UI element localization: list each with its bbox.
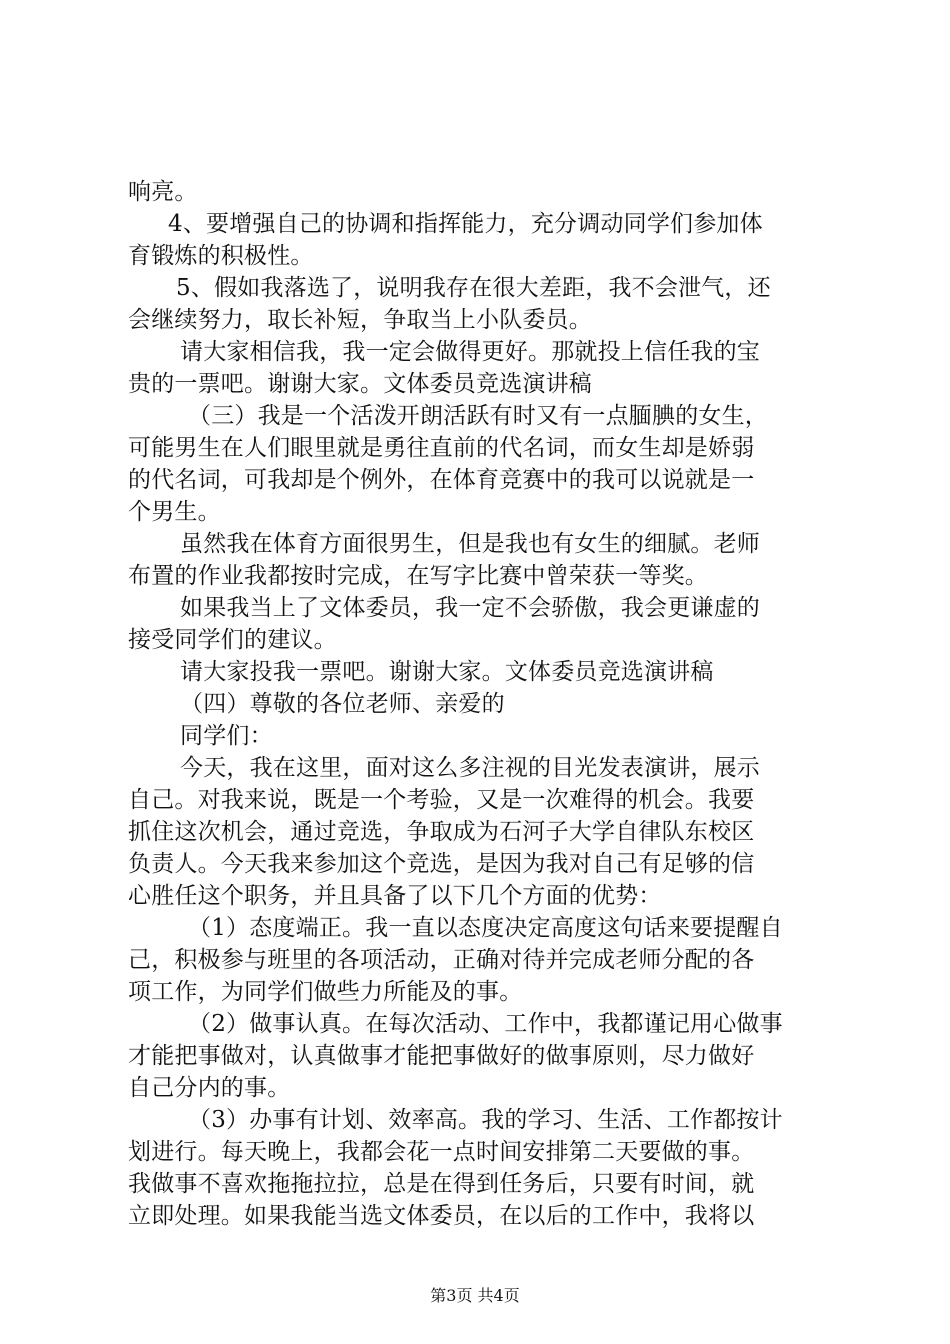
text-line: 贵的一票吧。谢谢大家。文体委员竞选演讲稿 xyxy=(128,371,592,397)
text-line: 布置的作业我都按时完成，在写字比赛中曾荣获一等奖。 xyxy=(128,563,708,589)
text-line: 虽然我在体育方面很男生，但是我也有女生的细腻。老师 xyxy=(180,531,760,557)
text-line: 请大家相信我，我一定会做得更好。那就投上信任我的宝 xyxy=(180,339,760,365)
text-line: 4、要增强自己的协调和指挥能力，充分调动同学们参加体 xyxy=(168,211,763,237)
text-line: 会继续努力，取长补短，争取当上小队委员。 xyxy=(128,307,592,333)
text-line: 请大家投我一票吧。谢谢大家。文体委员竞选演讲稿 xyxy=(180,659,714,685)
text-line: 响亮。 xyxy=(128,179,198,205)
text-line: 自己。对我来说，既是一个考验，又是一次难得的机会。我要 xyxy=(128,787,755,813)
text-line: 同学们： xyxy=(180,723,273,749)
text-line: （四）尊敬的各位老师、亲爱的 xyxy=(180,691,505,717)
text-line: （1）态度端正。我一直以态度决定高度这句话来要提醒自 xyxy=(188,915,783,941)
text-line: （2）做事认真。在每次活动、工作中，我都谨记用心做事 xyxy=(188,1011,783,1037)
text-line: 今天，我在这里，面对这么多注视的目光发表演讲，展示 xyxy=(180,755,760,781)
text-line: 心胜任这个职务，并且具备了以下几个方面的优势： xyxy=(128,883,662,909)
text-line: 可能男生在人们眼里就是勇往直前的代名词，而女生却是娇弱 xyxy=(128,435,755,461)
text-line: 负责人。今天我来参加这个竞选，是因为我对自己有足够的信 xyxy=(128,851,755,877)
document-body xyxy=(128,176,828,1232)
text-line: 育锻炼的积极性。 xyxy=(128,243,314,269)
text-line: 自己分内的事。 xyxy=(128,1075,291,1101)
text-line: 划进行。每天晚上，我都会花一点时间安排第二天要做的事。 xyxy=(128,1139,755,1165)
text-line: 项工作，为同学们做些力所能及的事。 xyxy=(128,979,523,1005)
text-line: 如果我当上了文体委员，我一定不会骄傲，我会更谦虚的 xyxy=(180,595,760,621)
text-line: 我做事不喜欢拖拖拉拉，总是在得到任务后，只要有时间，就 xyxy=(128,1171,755,1197)
text-line: 立即处理。如果我能当选文体委员，在以后的工作中，我将以 xyxy=(128,1203,755,1229)
page-number-footer: 第3页 共4页 xyxy=(430,1286,520,1305)
text-line: 的代名词，可我却是个例外，在体育竞赛中的我可以说就是一 xyxy=(128,467,755,493)
text-line: （三）我是一个活泼开朗活跃有时又有一点腼腆的女生， xyxy=(188,403,768,429)
text-line: 才能把事做对，认真做事才能把事做好的做事原则，尽力做好 xyxy=(128,1043,755,1069)
text-line: 接受同学们的建议。 xyxy=(128,627,337,653)
text-line: 己，积极参与班里的各项活动，正确对待并完成老师分配的各 xyxy=(128,947,755,973)
text-line: （3）办事有计划、效率高。我的学习、生活、工作都按计 xyxy=(188,1107,783,1133)
text-line: 5、假如我落选了，说明我存在很大差距，我不会泄气，还 xyxy=(176,275,771,301)
text-line: 个男生。 xyxy=(128,499,221,525)
text-line: 抓住这次机会，通过竞选，争取成为石河子大学自律队东校区 xyxy=(128,819,755,845)
